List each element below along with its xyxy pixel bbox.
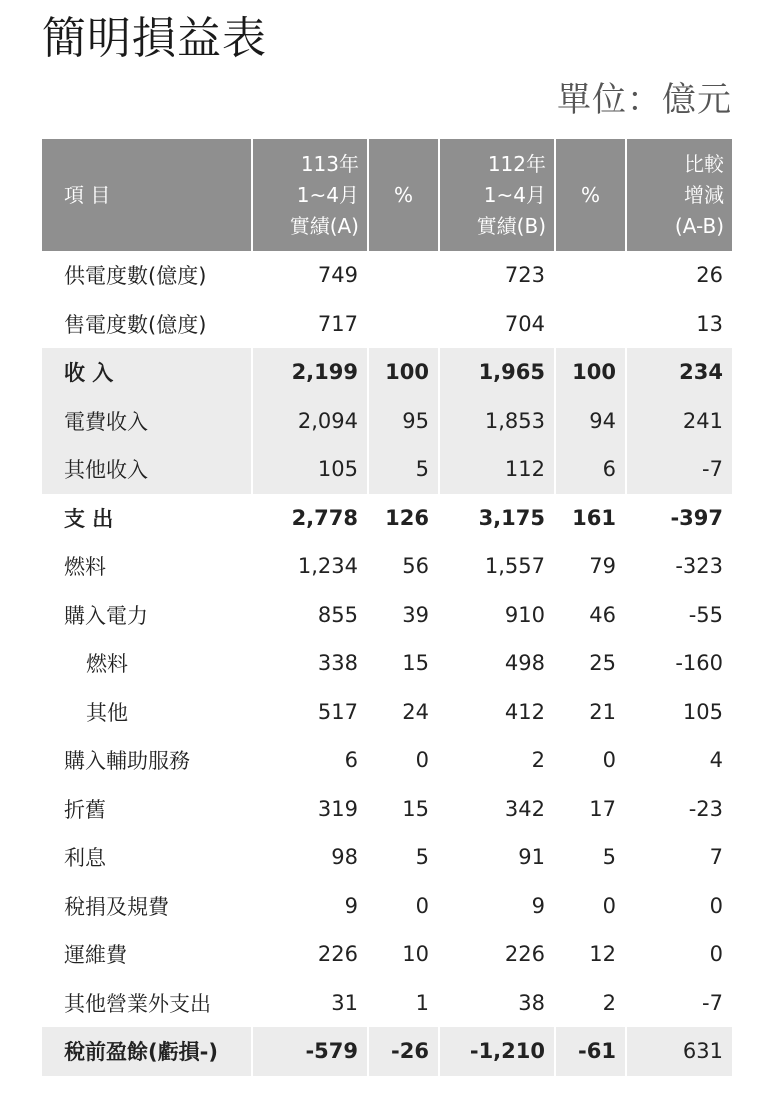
row-ancillary-services (42, 736, 732, 785)
cell-previous: 412 (439, 688, 555, 737)
row-electricity-revenue (42, 397, 732, 446)
page-title: 簡明損益表 (42, 13, 267, 64)
cell-previous-pct: 46 (555, 591, 626, 640)
row-label: 利息 (64, 846, 106, 871)
cell-current-pct: 100 (368, 348, 439, 397)
cell-previous: 1,965 (439, 348, 555, 397)
cell-previous-pct (555, 251, 626, 300)
row-label: 支 出 (64, 506, 114, 531)
cell-difference: 0 (626, 882, 732, 931)
row-fuel (42, 542, 732, 591)
cell-previous-pct: 5 (555, 833, 626, 882)
cell-current: 1,234 (252, 542, 368, 591)
cell-current: 105 (252, 445, 368, 494)
row-depreciation (42, 785, 732, 834)
cell-previous: 38 (439, 979, 555, 1028)
row-label: 其他營業外支出 (64, 991, 211, 1016)
cell-current-pct: 5 (368, 445, 439, 494)
income-statement-table (42, 139, 732, 1076)
cell-current: 319 (252, 785, 368, 834)
cell-current: 338 (252, 639, 368, 688)
cell-current: 2,199 (252, 348, 368, 397)
row-pretax-income (42, 1027, 732, 1076)
cell-previous-pct: 6 (555, 445, 626, 494)
row-label: 收 入 (42, 348, 252, 397)
cell-previous-pct: 25 (555, 639, 626, 688)
cell-previous: 226 (439, 930, 555, 979)
cell-previous: 498 (439, 639, 555, 688)
cell-current: 226 (252, 930, 368, 979)
row-label: 其他收入 (42, 445, 252, 494)
cell-current: 31 (252, 979, 368, 1028)
row-power-sold (42, 300, 732, 349)
cell-previous-pct: 79 (555, 542, 626, 591)
cell-previous-pct: 100 (555, 348, 626, 397)
cell-difference: 234 (626, 348, 732, 397)
cell-current: 6 (252, 736, 368, 785)
cell-previous: 910 (439, 591, 555, 640)
row-other-nonoperating (42, 979, 732, 1028)
cell-current: 2,778 (252, 494, 368, 543)
cell-previous-pct: 0 (555, 882, 626, 931)
row-expense-total (42, 494, 732, 543)
row-label: 稅捐及規費 (64, 894, 169, 919)
cell-current: 9 (252, 882, 368, 931)
row-taxes-fees (42, 882, 732, 931)
cell-previous-pct: 12 (555, 930, 626, 979)
cell-difference: 7 (626, 833, 732, 882)
row-label: 購入電力 (64, 603, 148, 628)
row-label: 售電度數(億度) (64, 312, 207, 337)
row-other-revenue (42, 445, 732, 494)
cell-current: 717 (252, 300, 368, 349)
cell-previous: 9 (439, 882, 555, 931)
cell-previous: 723 (439, 251, 555, 300)
cell-previous-pct: 94 (555, 397, 626, 446)
cell-difference: -23 (626, 785, 732, 834)
cell-difference: -160 (626, 639, 732, 688)
cell-current-pct: 0 (368, 882, 439, 931)
row-label: 購入輔助服務 (64, 749, 190, 774)
row-purchased-power (42, 591, 732, 640)
cell-current-pct: 15 (368, 639, 439, 688)
row-label: 燃料 (86, 652, 128, 677)
cell-previous: 3,175 (439, 494, 555, 543)
header-item: 項 目 (64, 182, 111, 207)
cell-previous-pct: 161 (555, 494, 626, 543)
cell-current: 98 (252, 833, 368, 882)
cell-difference: 26 (626, 251, 732, 300)
row-label: 折舊 (64, 797, 106, 822)
cell-difference: 4 (626, 736, 732, 785)
row-interest (42, 833, 732, 882)
table-header-row (42, 139, 732, 251)
cell-current: 517 (252, 688, 368, 737)
cell-current-pct (368, 300, 439, 349)
cell-current-pct: 1 (368, 979, 439, 1028)
row-purchased-power-fuel (42, 639, 732, 688)
row-label: 運維費 (64, 943, 127, 968)
cell-previous: 342 (439, 785, 555, 834)
row-operation-maintenance (42, 930, 732, 979)
row-label: 燃料 (64, 555, 106, 580)
cell-previous-pct (555, 300, 626, 349)
cell-current-pct: 5 (368, 833, 439, 882)
cell-previous-pct: 17 (555, 785, 626, 834)
cell-current-pct: 15 (368, 785, 439, 834)
cell-previous: -1,210 (439, 1027, 555, 1076)
header-previous-percent: % (555, 139, 626, 251)
cell-current: -579 (252, 1027, 368, 1076)
row-label: 稅前盈餘(虧損-) (42, 1027, 252, 1076)
cell-current-pct: 0 (368, 736, 439, 785)
cell-previous: 1,557 (439, 542, 555, 591)
cell-current-pct: 95 (368, 397, 439, 446)
cell-previous: 112 (439, 445, 555, 494)
header-current-percent: % (368, 139, 439, 251)
cell-previous: 2 (439, 736, 555, 785)
cell-current-pct: 56 (368, 542, 439, 591)
cell-difference: -323 (626, 542, 732, 591)
cell-previous-pct: -61 (555, 1027, 626, 1076)
header-current-period: 113年 1~4月 實績(A) (252, 139, 368, 251)
cell-previous: 91 (439, 833, 555, 882)
cell-current-pct: 39 (368, 591, 439, 640)
cell-current: 2,094 (252, 397, 368, 446)
cell-current-pct (368, 251, 439, 300)
cell-previous-pct: 2 (555, 979, 626, 1028)
row-revenue-total (42, 348, 732, 397)
row-power-supplied (42, 251, 732, 300)
cell-current-pct: 126 (368, 494, 439, 543)
cell-difference: -397 (626, 494, 732, 543)
cell-difference: 241 (626, 397, 732, 446)
cell-current: 855 (252, 591, 368, 640)
row-label: 電費收入 (42, 397, 252, 446)
cell-difference: 105 (626, 688, 732, 737)
cell-difference: 631 (626, 1027, 732, 1076)
cell-previous-pct: 0 (555, 736, 626, 785)
header-previous-period: 112年 1~4月 實績(B) (439, 139, 555, 251)
cell-difference: -7 (626, 979, 732, 1028)
row-purchased-power-other (42, 688, 732, 737)
cell-difference: -7 (626, 445, 732, 494)
cell-difference: -55 (626, 591, 732, 640)
cell-difference: 13 (626, 300, 732, 349)
cell-current-pct: 10 (368, 930, 439, 979)
row-label: 供電度數(億度) (64, 264, 207, 289)
cell-previous: 1,853 (439, 397, 555, 446)
unit-label: 單位：億元 (557, 80, 732, 120)
cell-difference: 0 (626, 930, 732, 979)
cell-current: 749 (252, 251, 368, 300)
cell-previous: 704 (439, 300, 555, 349)
cell-current-pct: -26 (368, 1027, 439, 1076)
row-label: 其他 (86, 700, 128, 725)
cell-current-pct: 24 (368, 688, 439, 737)
cell-previous-pct: 21 (555, 688, 626, 737)
header-difference: 比較 增減 (A-B) (626, 139, 732, 251)
